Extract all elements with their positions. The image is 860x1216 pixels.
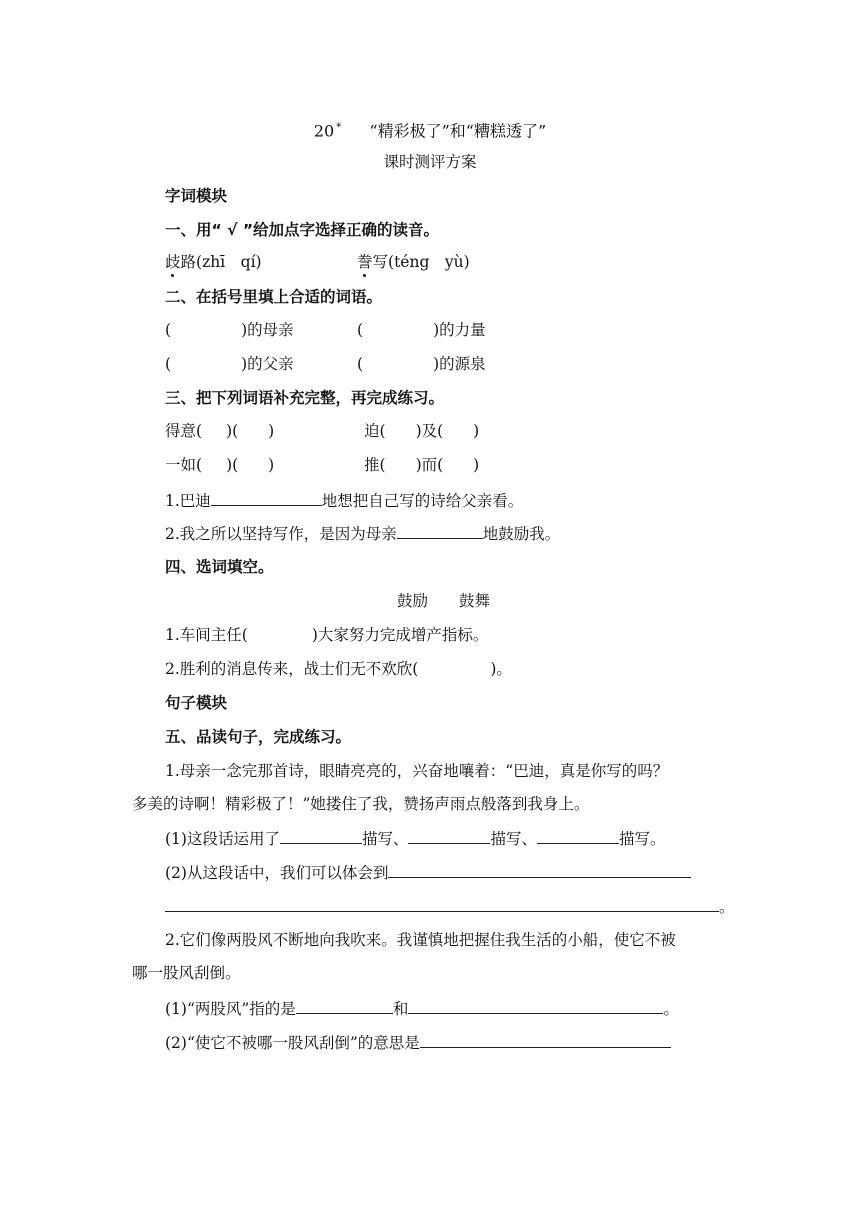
question-3-sentence-2[interactable]: 2.我之所以坚持写作，是因为母亲 地鼓励我。 [165,525,561,543]
pinyin-options-2: 写(téng yù) [372,253,470,271]
answer-blank[interactable] [280,828,362,844]
question-4-heading: 四、选词填空。 [165,558,274,576]
page-subtitle: 课时测评方案 [383,153,477,171]
phrase-power: 的力量 [439,321,486,339]
question-2-blank-2[interactable]: ( )的力量 [357,321,486,339]
answer-blank[interactable] [397,523,483,539]
passage-1-question-2-line-2[interactable]: 。 [165,896,735,917]
answer-blank[interactable] [420,1032,671,1048]
answer-blank[interactable] [296,998,393,1014]
module-heading-words: 字词模块 [165,187,228,205]
pinyin-options-1: 路(zhī qí) [180,253,262,271]
question-4-sentence-2[interactable]: 2.胜利的消息传来，战士们无不欢欣( )。 [165,660,512,678]
idiom-2[interactable]: 迫( )及( ) [364,422,480,440]
passage-1-question-1[interactable]: (1)这段话运用了 描写、 描写、 描写。 [165,830,666,848]
dotted-char-1: 歧 [165,253,181,271]
lesson-star: * [336,122,342,133]
passage-1-line-2: 多美的诗啊！精彩极了！”她搂住了我，赞扬声雨点般落到我身上。 [132,795,590,813]
word-choices: 鼓励 鼓舞 [397,592,491,610]
phrase-father: 的父亲 [247,355,294,373]
idiom-4[interactable]: 推( )而( ) [364,456,480,474]
question-2-heading: 二、在括号里填上合适的词语。 [165,288,383,306]
module-heading-sentences: 句子模块 [165,694,228,712]
answer-blank[interactable] [388,862,691,878]
question-5-heading: 五、品读句子，完成练习。 [165,728,352,746]
answer-blank[interactable] [408,998,663,1014]
page-title [0,118,860,141]
passage-2-question-1[interactable]: (1)“两股风”指的是 和 。 [165,1000,679,1018]
question-3-heading: 三、把下列词语补充完整，再完成练习。 [165,389,445,407]
answer-blank[interactable] [165,896,719,912]
phrase-mother: 的母亲 [247,321,294,339]
question-2-blank-4[interactable]: ( )的源泉 [357,355,486,373]
passage-1-question-2[interactable]: (2)从这段话中，我们可以体会到 [165,862,691,883]
passage-2-line-1: 2.它们像两股风不断地向我吹来。我谨慎地把握住我生活的小船，使它不被 [165,931,676,949]
question-4-sentence-1[interactable]: 1.车间主任( )大家努力完成增产指标。 [165,626,489,644]
phrase-source: 的源泉 [439,355,486,373]
passage-1-line-1: 1.母亲一念完那首诗，眼睛亮亮的，兴奋地嚷着：“巴迪，真是你写的吗？ [165,762,669,780]
question-2-blank-3[interactable]: ( )的父亲 [165,355,294,373]
question-1-heading: 一、用“ √ ”给加点字选择正确的读音。 [165,221,440,239]
question-2-blank-1[interactable]: ( )的母亲 [165,321,294,339]
question-3-sentence-1[interactable]: 1.巴迪 地想把自己写的诗给父亲看。 [165,492,524,510]
answer-blank[interactable] [408,828,490,844]
idiom-1[interactable]: 得意( )( ) [165,422,275,440]
question-1-item-2 [357,252,470,272]
question-1-item-1 [165,252,262,272]
answer-blank[interactable] [211,490,322,506]
answer-blank[interactable] [537,828,619,844]
lesson-title: “精彩极了”和“糟糕透了” [369,121,547,141]
dotted-char-2: 誊 [357,253,373,271]
idiom-3[interactable]: 一如( )( ) [165,456,275,474]
passage-2-question-2[interactable]: (2)“使它不被哪一股风刮倒”的意思是 [165,1032,671,1053]
lesson-number: 20 [313,121,335,141]
passage-2-line-2: 哪一股风刮倒。 [132,964,241,982]
